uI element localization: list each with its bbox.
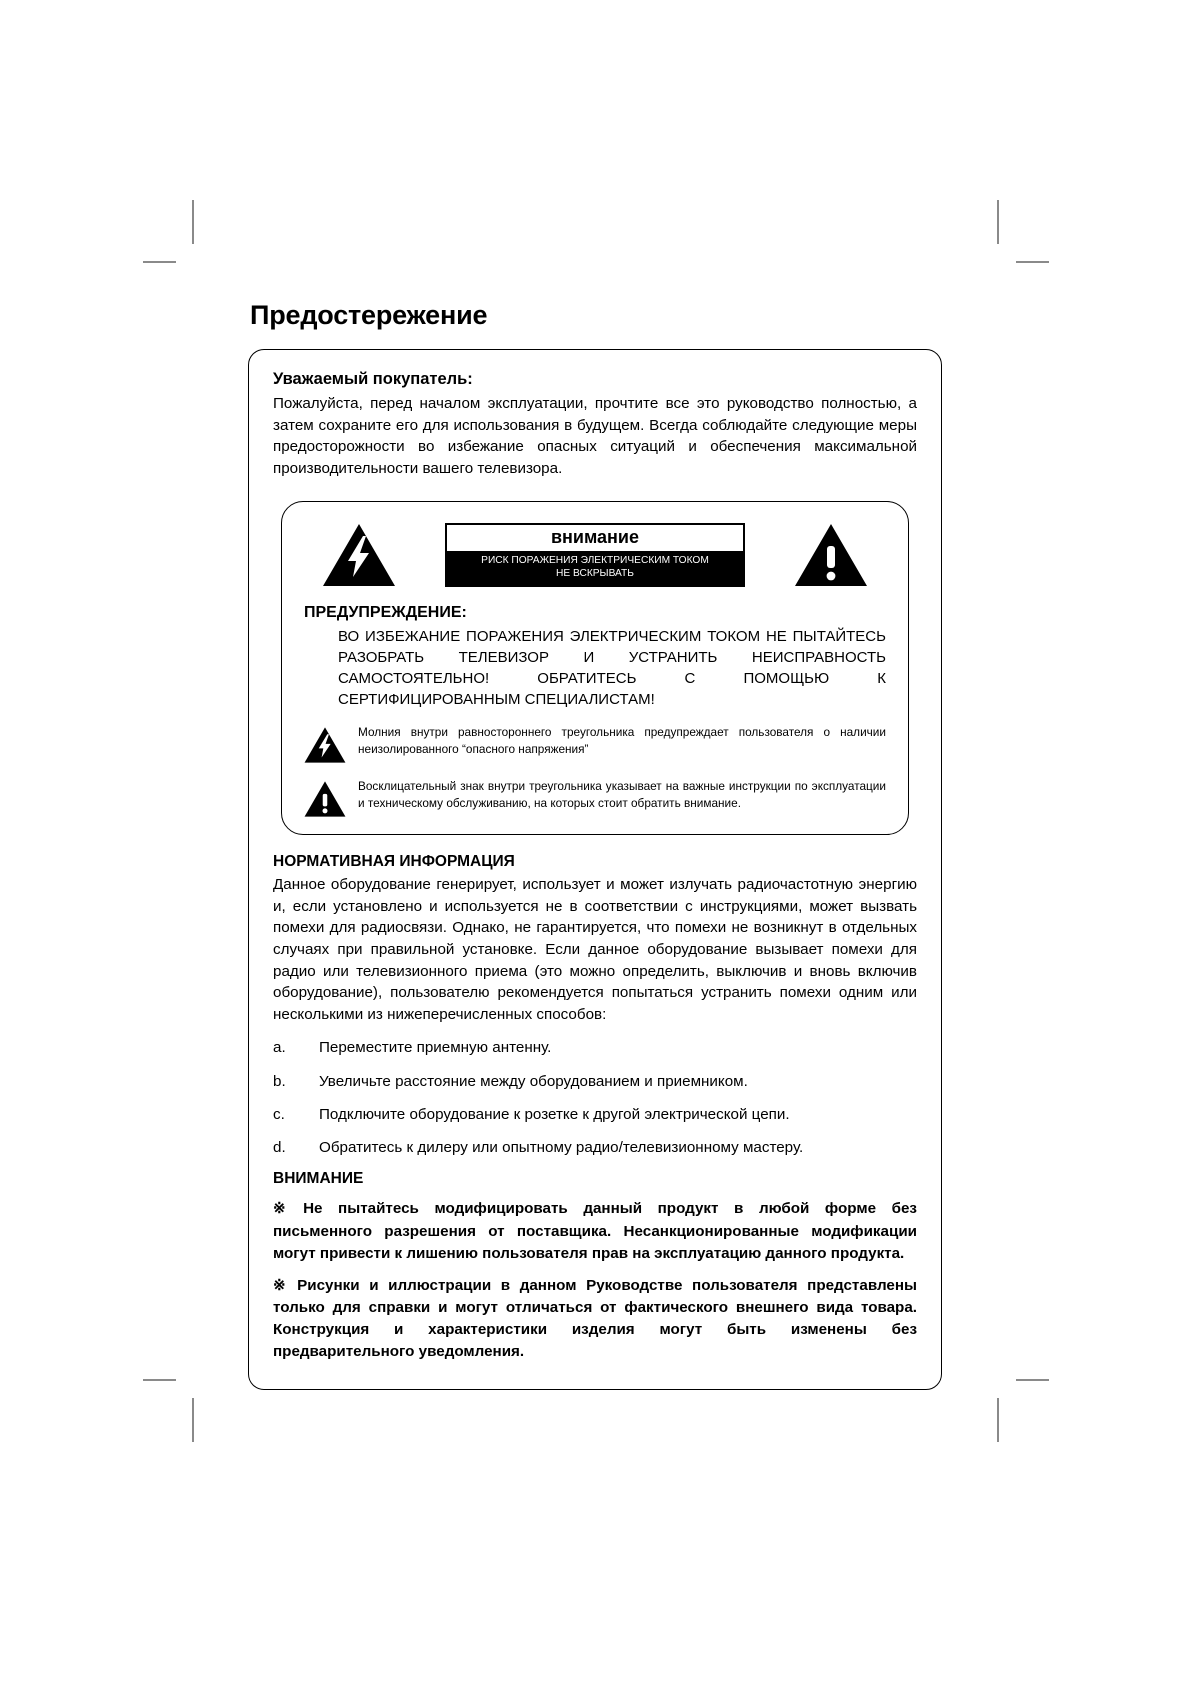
note-lightning [304, 724, 886, 764]
crop-mark-top-left-horizontal [143, 261, 176, 263]
attention-paragraph-2 [273, 1275, 917, 1363]
note-lightning-text: Молния внутри равностороннего треугольника предупреждает пользователя о наличии неизолированного “опасного напряжения” [358, 725, 886, 757]
lightning-bolt-triangle-icon [322, 522, 396, 588]
list-item-marker: b. [273, 1072, 286, 1090]
regulatory-heading: НОРМАТИВНАЯ ИНФОРМАЦИЯ [273, 853, 515, 871]
crop-mark-top-left-vertical [192, 200, 194, 244]
list-item [273, 1071, 917, 1092]
crop-mark-top-right-vertical [997, 200, 999, 244]
list-item-marker: a. [273, 1039, 286, 1057]
attention-paragraph-1 [273, 1198, 917, 1264]
reference-mark-icon: ※ [273, 1200, 298, 1218]
list-item-marker: c. [273, 1105, 285, 1123]
remedy-list [273, 1037, 917, 1158]
crop-mark-top-right-horizontal [1016, 261, 1049, 263]
list-item-text: Подключите оборудование к розетке к другой электрической цепи. [319, 1105, 790, 1123]
regulatory-body: Данное оборудование генерирует, использует и может излучать радиочастотную энергию и, если установлено и используется не в соответствии с инструкциями, может вызвать помехи для радиосвязи. Однако, не гарантируется, что помехи не возникнут в отдельных случаях при правильной установке. Если данное оборудование вызывает помехи для радио или телевизионного приема (это можно определить, выключив и вновь включив оборудование), пользователю рекомендуется попытаться устранить помехи одним или несколькими из нижеперечисленных способов: [273, 876, 917, 1023]
exclamation-triangle-icon [794, 522, 868, 588]
lightning-bolt-triangle-icon [304, 726, 346, 764]
attention-paragraph-2-text: Рисунки и иллюстрации в данном Руководстве пользователя представлены только для справки и могут отличаться от фактического внешнего вида товара. Конструкция и характеристики изделия могут быть изменены без предварительного уведомления. [273, 1276, 917, 1360]
reference-mark-icon: ※ [273, 1276, 292, 1294]
dear-customer-body: Пожалуйста, перед началом эксплуатации, прочтите все это руководство полностью, а затем сохраните его для использования в будущем. Всегда соблюдайте следующие меры предосторожности во избежание опасных ситуаций и обеспечения максимальной производительности вашего телевизора. [273, 395, 917, 477]
warning-body: ВО ИЗБЕЖАНИЕ ПОРАЖЕНИЯ ЭЛЕКТРИЧЕСКИМ ТОКОМ НЕ ПЫТАЙТЕСЬ РАЗОБРАТЬ ТЕЛЕВИЗОР И УСТРАНИТЬ НЕИСПРАВНОСТЬ САМОСТОЯТЕЛЬНО! ОБРАТИТЕСЬ С ПОМОЩЬЮ К СЕРТИФИЦИРОВАННЫМ СПЕЦИАЛИСТАМ! [338, 628, 886, 709]
caution-plate-line-1: РИСК ПОРАЖЕНИЯ ЭЛЕКТРИЧЕСКИМ ТОКОМ [481, 555, 709, 567]
page-title: Предостережение [250, 300, 488, 330]
list-item-text: Увеличьте расстояние между оборудованием и приемником. [319, 1072, 748, 1090]
crop-mark-bottom-left-horizontal [143, 1379, 176, 1381]
list-item-text: Обратитесь к дилеру или опытному радио/телевизионному мастеру. [319, 1139, 804, 1157]
list-item [273, 1037, 917, 1058]
crop-mark-bottom-right-horizontal [1016, 1379, 1049, 1381]
caution-plate-heading: внимание [447, 525, 743, 551]
attention-heading: ВНИМАНИЕ [273, 1170, 364, 1188]
caution-plate-line-2: НЕ ВСКРЫВАТЬ [556, 568, 634, 580]
precaution-panel [248, 349, 942, 1390]
caution-plate-body [447, 551, 743, 585]
electric-shock-warning-box [281, 501, 909, 835]
warning-label: ПРЕДУПРЕЖДЕНИЕ: [304, 604, 467, 622]
note-exclamation [304, 778, 886, 818]
list-item [273, 1104, 917, 1125]
dear-customer-heading: Уважаемый покупатель: [273, 370, 473, 388]
list-item-marker: d. [273, 1139, 286, 1157]
exclamation-triangle-icon [304, 780, 346, 818]
attention-paragraph-1-text: Не пытайтесь модифицировать данный продукт в любой форме без письменного разрешения от поставщика. Несанкционированные модификации могут привести к лишению пользователя прав на эксплуатацию данного продукта. [273, 1200, 917, 1262]
warning-symbols-row [304, 518, 886, 594]
list-item [273, 1137, 917, 1158]
caution-plate [445, 523, 745, 587]
crop-mark-bottom-left-vertical [192, 1398, 194, 1442]
note-exclamation-text: Восклицательный знак внутри треугольника указывает на важные инструкции по эксплуатации и техническому обслуживанию, на которых стоит обратить внимание. [358, 779, 886, 811]
crop-mark-bottom-right-vertical [997, 1398, 999, 1442]
list-item-text: Переместите приемную антенну. [319, 1039, 552, 1057]
page-content [248, 300, 942, 1390]
